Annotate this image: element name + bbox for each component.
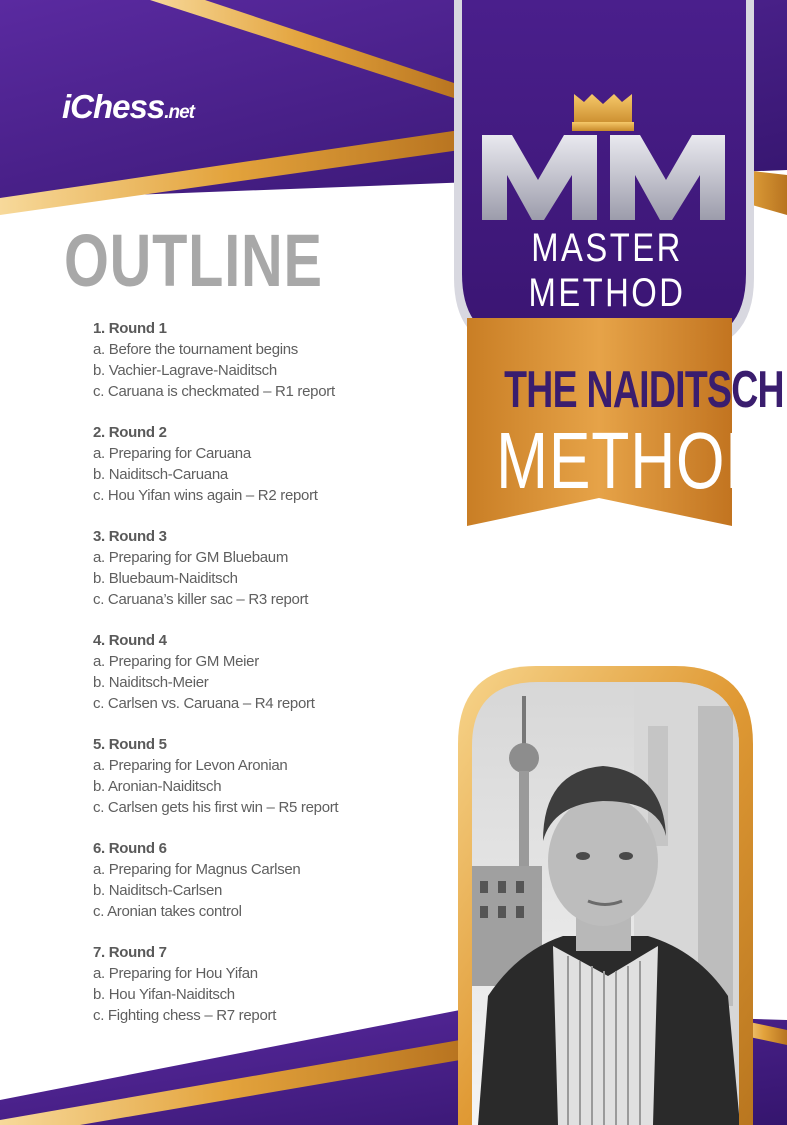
- round-heading: 5. Round 5: [93, 736, 167, 753]
- round-item: a. Before the tournament begins: [93, 341, 299, 358]
- course-title-line2: METHOD: [496, 416, 772, 505]
- round-item: c. Hou Yifan wins again – R2 report: [93, 487, 318, 504]
- outline-round: [93, 422, 453, 506]
- round-item: c. Carlsen gets his first win – R5 report: [93, 799, 339, 816]
- round-item: c. Caruana’s killer sac – R3 report: [93, 591, 309, 608]
- logo-tld-text: .net: [164, 102, 194, 123]
- round-heading: 6. Round 6: [93, 840, 167, 857]
- round-item: c. Fighting chess – R7 report: [93, 1007, 277, 1024]
- round-heading: 2. Round 2: [93, 424, 167, 441]
- round-item: a. Preparing for GM Meier: [93, 653, 259, 670]
- round-item: b. Aronian-Naiditsch: [93, 778, 222, 795]
- outline-list: [93, 318, 453, 1046]
- outline-round: [93, 526, 453, 610]
- outline-round: [93, 942, 453, 1026]
- round-heading: 7. Round 7: [93, 944, 167, 961]
- outline-round: [93, 630, 453, 714]
- author-photo: [458, 666, 753, 1125]
- round-item: c. Carlsen vs. Caruana – R4 report: [93, 695, 315, 712]
- course-title-line1: THE NAIDITSCH: [504, 361, 784, 419]
- round-item: a. Preparing for Hou Yifan: [93, 965, 258, 982]
- round-item: c. Caruana is checkmated – R1 report: [93, 383, 335, 400]
- round-item: c. Aronian takes control: [93, 903, 242, 920]
- outline-heading: OUTLINE: [64, 219, 323, 302]
- logo-main-text: iChess: [62, 88, 165, 125]
- round-item: b. Bluebaum-Naiditsch: [93, 570, 238, 587]
- outline-round: [93, 318, 453, 402]
- round-item: a. Preparing for Caruana: [93, 445, 251, 462]
- round-item: b. Naiditsch-Meier: [93, 674, 209, 691]
- outline-round: [93, 838, 453, 922]
- ichess-logo[interactable]: [62, 88, 194, 126]
- outline-round: [93, 734, 453, 818]
- round-item: b. Vachier-Lagrave-Naiditsch: [93, 362, 277, 379]
- round-item: b. Naiditsch-Caruana: [93, 466, 228, 483]
- round-heading: 4. Round 4: [93, 632, 167, 649]
- master-method-label: MASTER METHOD: [528, 226, 686, 315]
- round-item: b. Hou Yifan-Naiditsch: [93, 986, 235, 1003]
- round-item: a. Preparing for GM Bluebaum: [93, 549, 289, 566]
- round-item: a. Preparing for Levon Aronian: [93, 757, 288, 774]
- round-item: a. Preparing for Magnus Carlsen: [93, 861, 301, 878]
- round-heading: 1. Round 1: [93, 320, 167, 337]
- round-item: b. Naiditsch-Carlsen: [93, 882, 223, 899]
- round-heading: 3. Round 3: [93, 528, 167, 545]
